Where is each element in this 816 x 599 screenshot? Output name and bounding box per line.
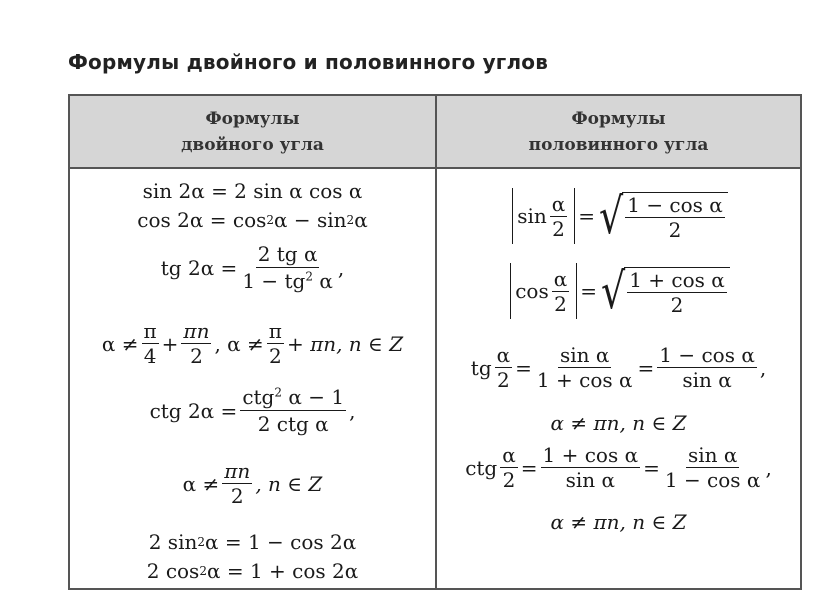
formula-tg2a: tg 2α = $\frac{\text{2 tg α}}{1 - tg^2 \alpha}$ , [160,242,345,293]
condition-tg-half: α ≠ πn, n ∈ Z [550,411,687,435]
formula-sin-half: sin $\frac{\alpha}{2}$ = √ $\frac{\text{1 − cos α}}{2}$ [437,188,800,244]
header-left-line2: двойного угла [181,135,324,155]
formula-ctg2a: ctg 2α = $\frac{ctg^2 \alpha - 1}{\text{2 ctg α}}$ , [149,385,356,436]
header-right-line1: Формулы [571,109,666,129]
formula-cos-half: cos $\frac{\alpha}{2}$ = √ $\frac{\text{1 + cos α}}{2}$ [437,263,800,319]
header-left-line1: Формулы [205,109,300,129]
formula-table [68,94,802,590]
formula-ctg-half: ctg $\frac{\alpha}{2}$ = $\frac{\text{1 + cos α}}{\text{sin α}}$ = $\frac{\text{sin α}}{\text{1 − cos α}}$ , [465,443,772,492]
formula-sin2a: sin 2α = 2 sin α cos α [142,179,363,203]
header-half-angle [437,106,800,158]
header-right-line2: половинного угла [528,135,709,155]
formula-cos2a: cos 2α = cos 2 α − sin 2 α [137,208,368,232]
header-double-angle [70,106,435,158]
page-title: Формулы двойного и половинного углов [68,50,549,74]
formula-tg-half: tg $\frac{\alpha}{2}$ = $\frac{\text{sin α}}{\text{1 + cos α}}$ = $\frac{\text{1 − cos α}}{\text{sin α}}$ , [470,343,767,392]
formula-2sin2: 2 sin 2 α = 1 − cos 2α [148,530,357,554]
condition-ctg2a: α ≠ $\frac{\pi n}{2}$ , n ∈ Z [182,459,323,508]
formula-2cos2: 2 cos 2 α = 1 + cos 2α [146,559,359,583]
condition-ctg-half: α ≠ πn, n ∈ Z [550,510,687,534]
condition-tg2a: α ≠ $\frac{\pi}{4}$ + $\frac{\pi n}{2}$ , α ≠ $\frac{\pi}{2}$ + πn, n ∈ Z [101,319,404,368]
